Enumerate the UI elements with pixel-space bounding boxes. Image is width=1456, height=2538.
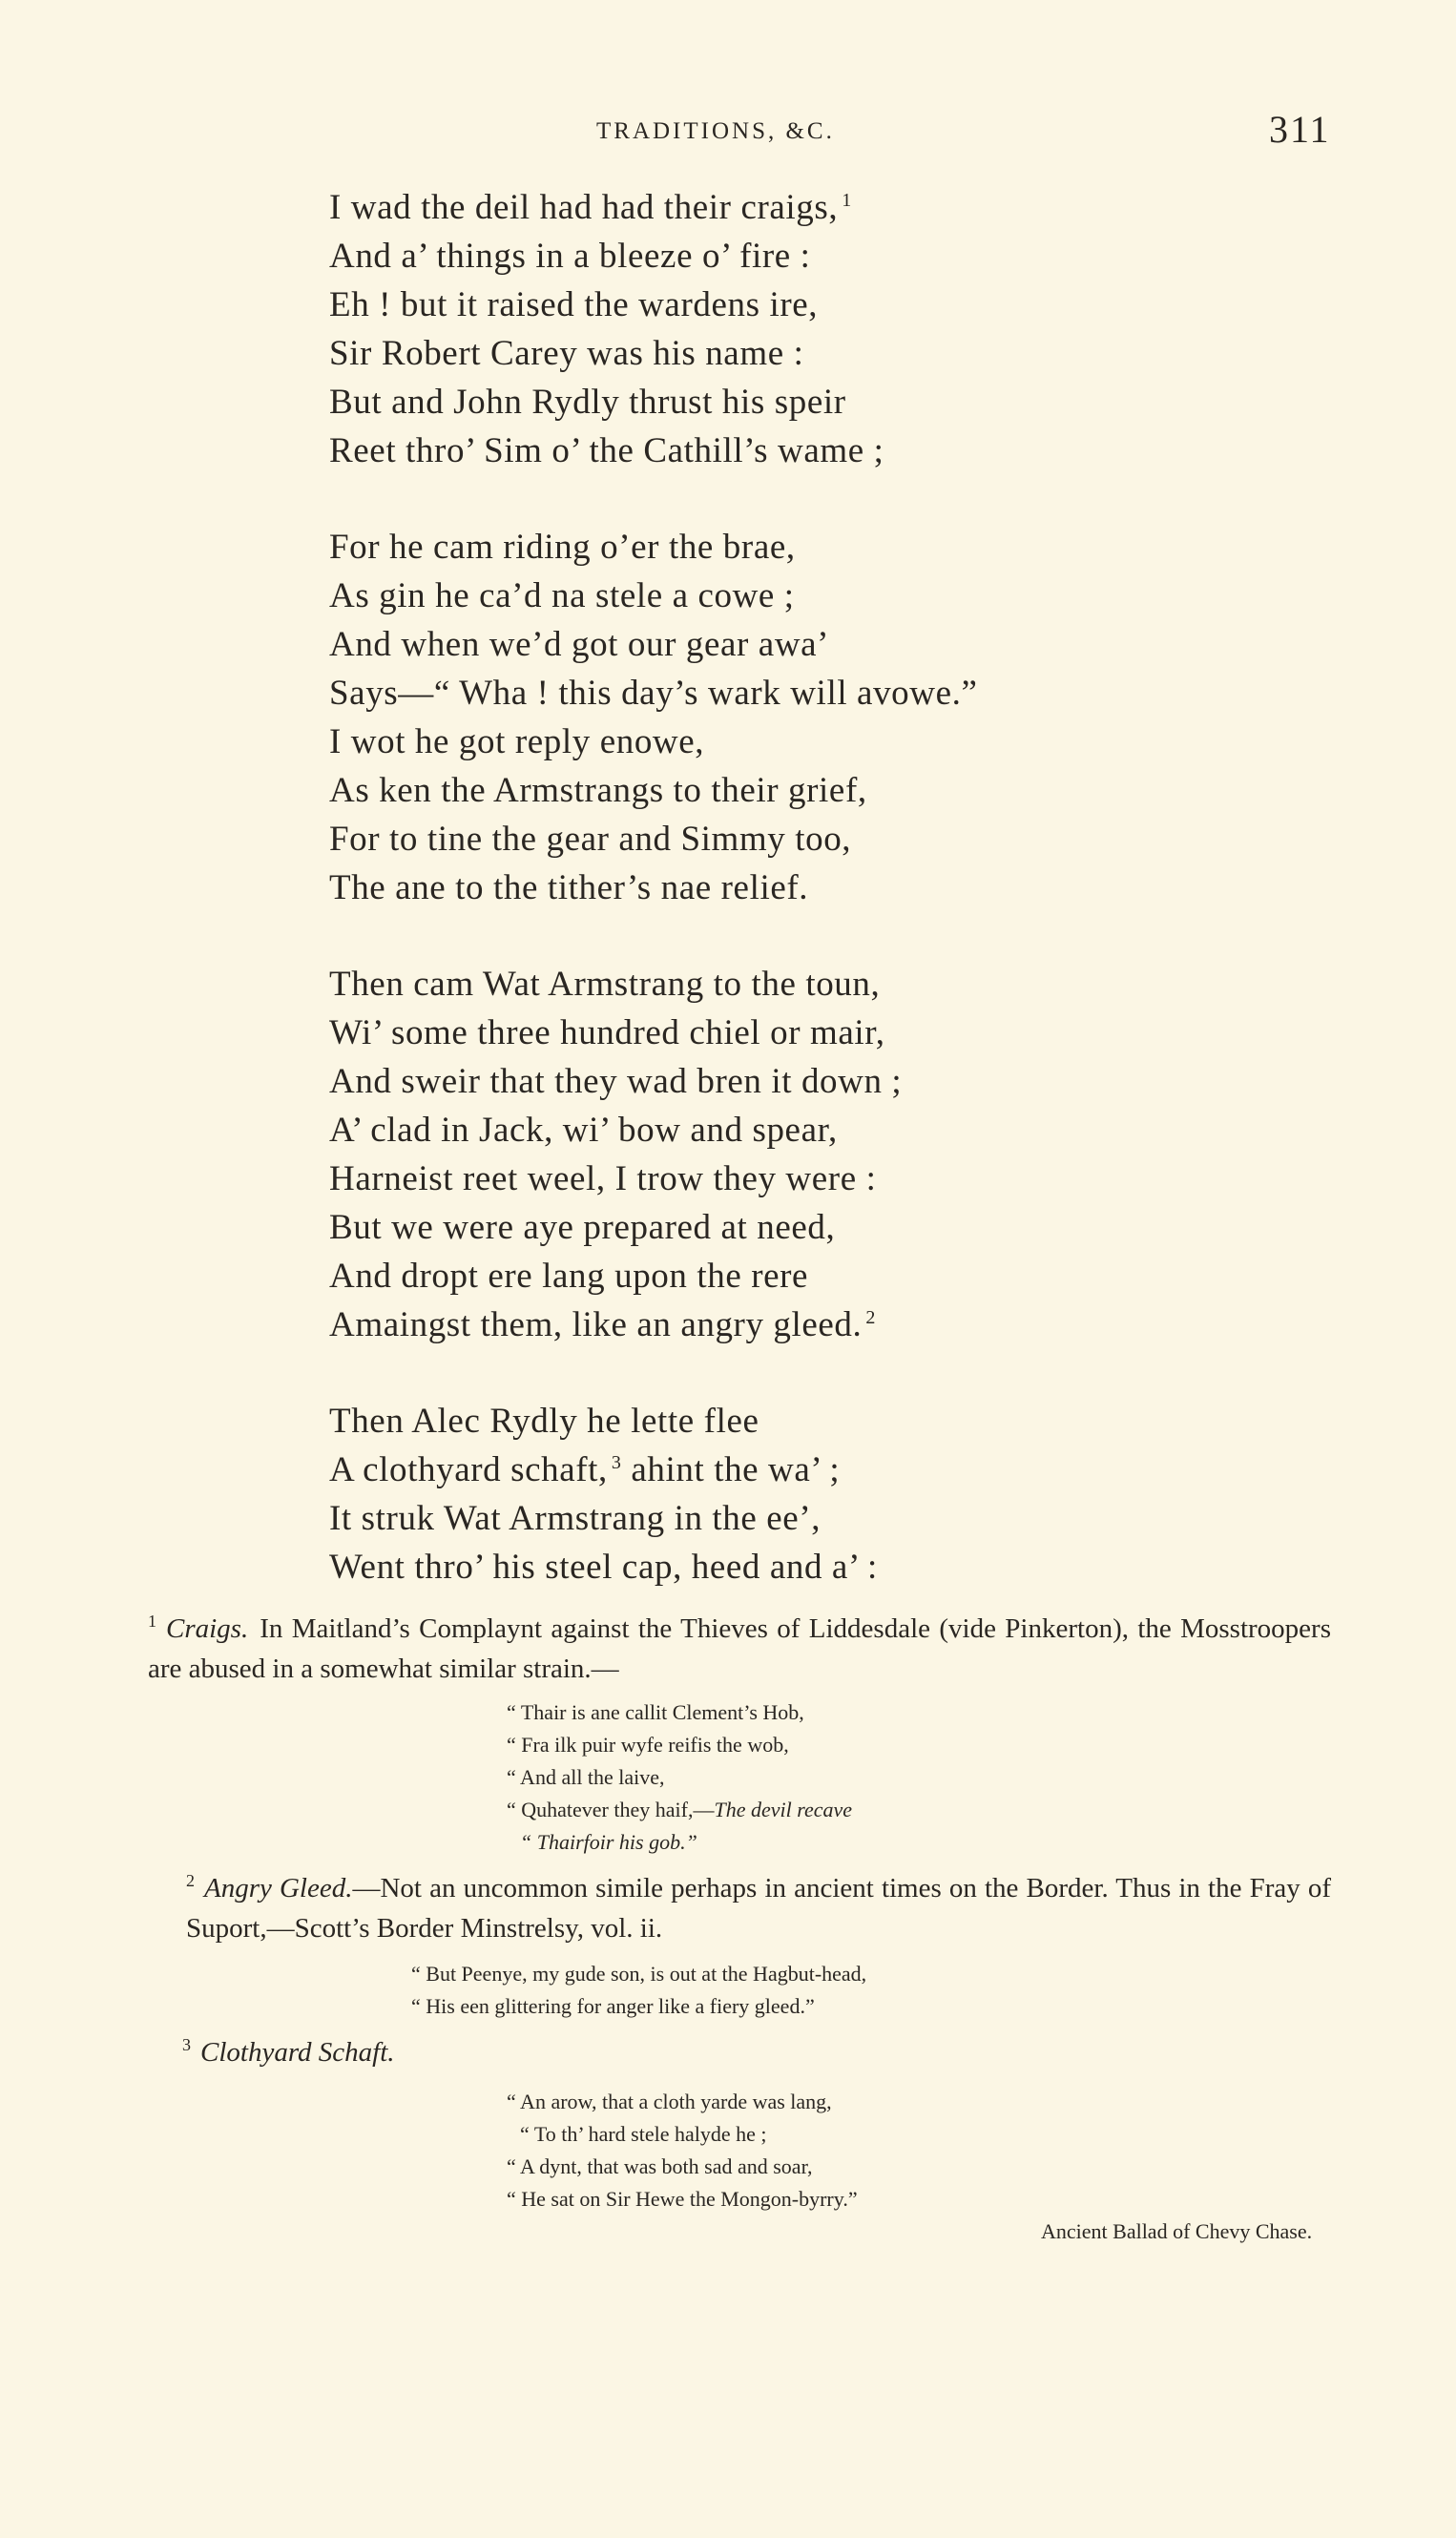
verse-line: I wot he got reply enowe,	[329, 722, 705, 761]
quote-line: “ Thairfoir his gob.”	[520, 1830, 697, 1854]
verse-line: Reet thro’ Sim o’ the Cathill’s wame ;	[329, 431, 884, 470]
footnote-ref-1[interactable]: 1	[842, 189, 852, 211]
footnote-text: $^1$ Craigs. In Maitland’s Complaynt against the Thieves of Liddesdale (vide Pinkerton), the Mosstroopers are abused in a somewhat similar strain.—	[148, 1612, 1331, 1684]
verse-line: And dropt ere lang upon the rere	[329, 1257, 809, 1296]
page-number: 311	[1269, 108, 1331, 151]
verse-line: For to tine the gear and Simmy too,	[329, 820, 852, 859]
stanza-4	[329, 1397, 1150, 1591]
verse-line: A clothyard schaft, $^3$ ahint the wa’ ;	[329, 1450, 841, 1489]
verse-line: And a’ things in a bleeze o’ fire :	[329, 237, 811, 276]
footnote-ref-2[interactable]: 2	[865, 1306, 876, 1328]
verse-line: Says—“ Wha ! this day’s wark will avowe.”	[329, 674, 978, 713]
footnote-headword: Angry Gleed.	[204, 1873, 353, 1904]
verse-line: A’ clad in Jack, wi’ bow and spear,	[329, 1111, 838, 1150]
stanza-1	[329, 183, 1150, 475]
quote-line: “ Fra ilk puir wyfe reifis the wob,	[507, 1733, 789, 1757]
footnote-text: $^2$ Angry Gleed.—Not an uncommon simile perhaps in ancient times on the Border. Thus in the Fray of Suport,—Scott’s Border Minstrelsy, vol. ii.	[186, 1871, 1331, 1944]
footnote-1	[148, 1609, 1331, 1859]
verse-line: Amaingst them, like an angry gleed. $^2$	[329, 1305, 876, 1344]
verse-line: Went thro’ his steel cap, heed and a’ :	[329, 1548, 878, 1587]
quote-line: “ Thair is ane callit Clement’s Hob,	[507, 1700, 804, 1724]
stanza-3	[329, 960, 1150, 1349]
footnote-mark: 2	[186, 1871, 195, 1891]
quote-attribution: Ancient Ballad of Chevy Chase.	[1041, 2219, 1313, 2243]
verse-line: As ken the Armstrangs to their grief,	[329, 771, 867, 810]
quote-line: “ And all the laive,	[507, 1765, 665, 1789]
verse-line: Sir Robert Carey was his name :	[329, 334, 804, 373]
verse-line: For he cam riding o’er the brae,	[329, 528, 796, 567]
verse-line: Then cam Wat Armstrang to the toun,	[329, 965, 881, 1004]
footnotes	[148, 1609, 1331, 2257]
verse-line: Eh ! but it raised the wardens ire,	[329, 285, 819, 324]
footnote-3	[148, 2032, 1331, 2248]
quote-line: “ But Peenye, my gude son, is out at the Hagbut-head,	[411, 1962, 867, 1986]
quote-line: “ He sat on Sir Hewe the Mongon-byrry.”	[507, 2187, 858, 2211]
footnote-ref-3[interactable]: 3	[611, 1451, 622, 1473]
verse-line: But and John Rydly thrust his speir	[329, 383, 846, 422]
footnote-headword: Clothyard Schaft.	[200, 2037, 395, 2068]
verse-line: It struk Wat Armstrang in the ee’,	[329, 1499, 822, 1538]
verse-line: Then Alec Rydly he lette flee	[329, 1402, 759, 1441]
poem	[329, 183, 1150, 1639]
footnote-quote	[148, 1958, 1331, 2023]
verse-line: And when we’d got our gear awa’	[329, 625, 830, 664]
quote-line: “ A dynt, that was both sad and soar,	[507, 2154, 813, 2178]
running-head: TRADITIONS, &C.	[596, 118, 835, 144]
verse-line: As gin he ca’d na stele a cowe ;	[329, 576, 795, 615]
footnote-headword: Craigs.	[166, 1613, 249, 1644]
verse-line: And sweir that they wad bren it down ;	[329, 1062, 903, 1101]
verse-line: The ane to the tither’s nae relief.	[329, 868, 809, 907]
quote-line: “ An arow, that a cloth yarde was lang,	[507, 2090, 832, 2113]
verse-line: Wi’ some three hundred chiel or mair,	[329, 1013, 885, 1052]
footnote-text	[148, 2032, 1331, 2072]
quote-line: “ Quhatever they haif,—The devil recave	[507, 1798, 853, 1821]
verse-line: Harneist reet weel, I trow they were :	[329, 1159, 877, 1198]
footnote-quote	[148, 1696, 1331, 1859]
verse-line: But we were aye prepared at need,	[329, 1208, 836, 1247]
footnote-mark: 3	[182, 2035, 191, 2055]
footnote-quote	[148, 2086, 1331, 2248]
page-header	[0, 107, 1456, 156]
quote-line: “ His een glittering for anger like a fiery gleed.”	[411, 1994, 815, 2018]
quote-line: “ To th’ hard stele halyde he ;	[520, 2122, 767, 2146]
verse-line: I wad the deil had had their craigs, $^1$	[329, 188, 852, 227]
footnote-2	[148, 1868, 1331, 2023]
stanza-2	[329, 523, 1150, 912]
footnote-mark: 1	[148, 1612, 156, 1632]
